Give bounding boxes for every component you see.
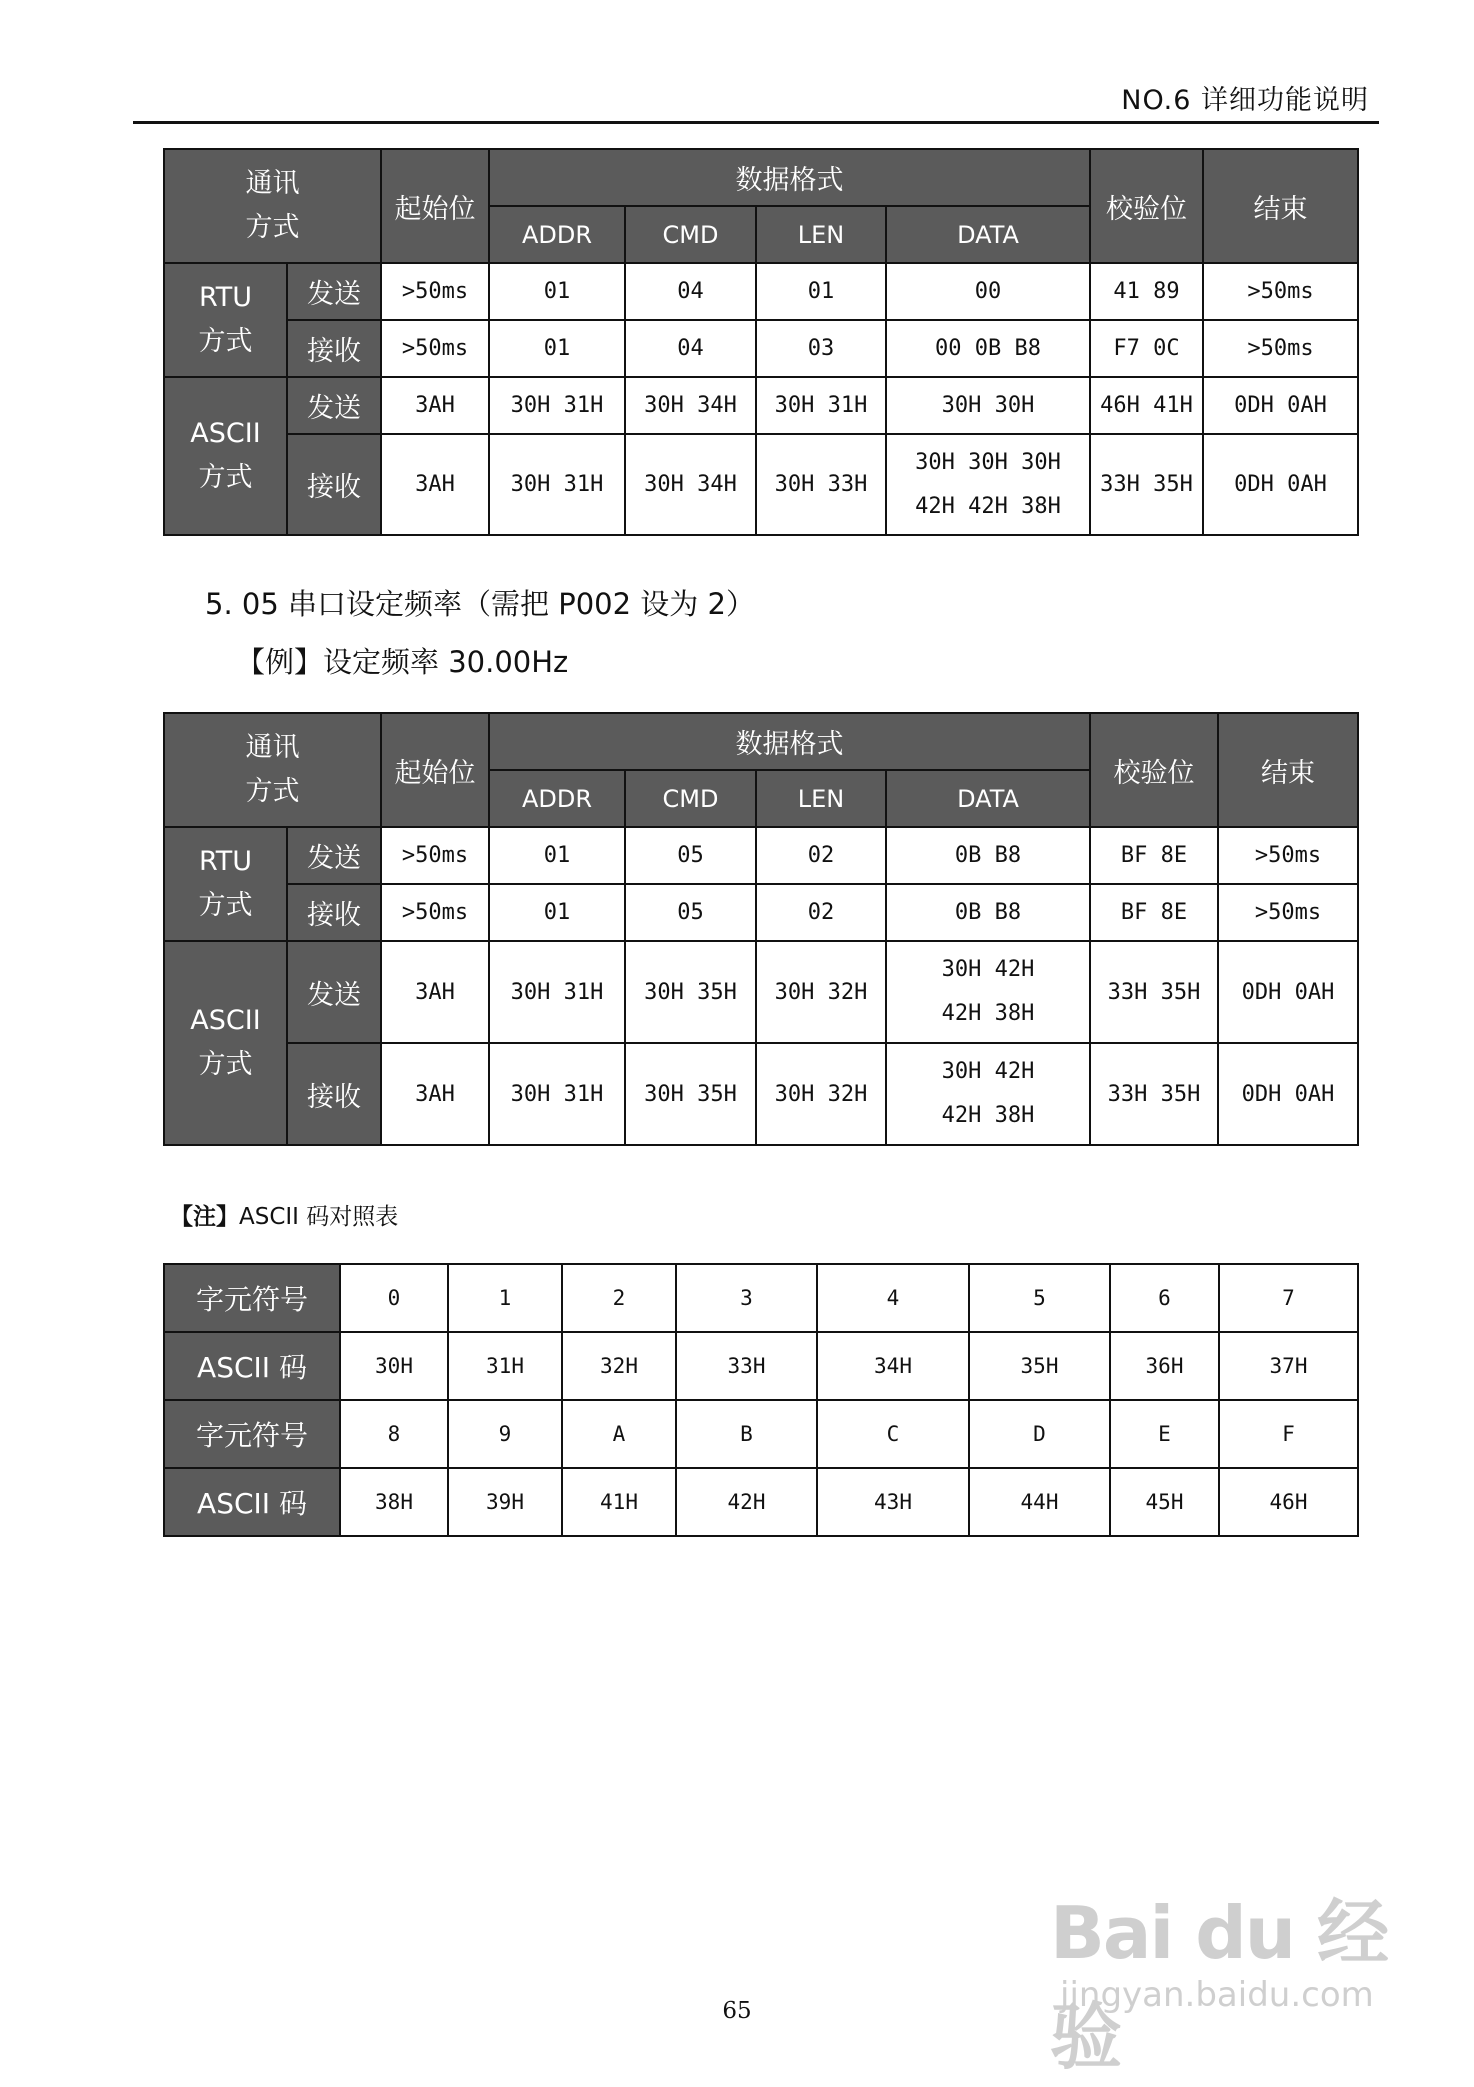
- header-rule: [133, 121, 1379, 124]
- cell-start: >50ms: [381, 263, 489, 320]
- header-addr: ADDR: [489, 770, 625, 827]
- code-cell: 31H: [448, 1332, 562, 1400]
- cell-addr: 30H 31H: [489, 434, 625, 535]
- char-cell: 2: [562, 1264, 676, 1332]
- ascii-row-codes-2: [164, 1468, 1358, 1536]
- code-cell: 32H: [562, 1332, 676, 1400]
- char-cell: E: [1110, 1400, 1219, 1468]
- page-number: 65: [722, 1998, 752, 2024]
- page-header-title: NO.6 详细功能说明: [1121, 85, 1369, 116]
- cell-addr: 30H 31H: [489, 941, 625, 1043]
- cell-check: F7 0C: [1090, 320, 1203, 377]
- code-cell: 41H: [562, 1468, 676, 1536]
- header-mode: 通讯 方式: [164, 713, 381, 827]
- note-title: [170, 1198, 398, 1231]
- cell-cmd: 04: [625, 320, 756, 377]
- cell-check: 33H 35H: [1090, 1043, 1218, 1145]
- cell-end: 0DH 0AH: [1203, 377, 1358, 434]
- char-cell: 4: [817, 1264, 969, 1332]
- char-cell: 7: [1219, 1264, 1358, 1332]
- cell-len: 30H 32H: [756, 1043, 886, 1145]
- cell-len: 30H 31H: [756, 377, 886, 434]
- code-cell: 43H: [817, 1468, 969, 1536]
- cell-cmd: 30H 35H: [625, 941, 756, 1043]
- header-check-bit: 校验位: [1090, 149, 1203, 263]
- table-row: [164, 320, 1358, 377]
- table-row: [164, 941, 1358, 1043]
- protocol-table-04: [163, 148, 1359, 536]
- ascii-lookup-table: [163, 1263, 1359, 1537]
- header-data: DATA: [886, 770, 1090, 827]
- cell-check: BF 8E: [1090, 827, 1218, 884]
- row-dir-send: 发送: [287, 263, 381, 320]
- header-cmd: CMD: [625, 206, 756, 263]
- char-cell: 1: [448, 1264, 562, 1332]
- char-cell: 3: [676, 1264, 817, 1332]
- cell-check: 41 89: [1090, 263, 1203, 320]
- char-cell: B: [676, 1400, 817, 1468]
- row-label-char: 字元符号: [164, 1400, 340, 1468]
- cell-data: 0B B8: [886, 884, 1090, 941]
- code-cell: 42H: [676, 1468, 817, 1536]
- header-start-bit: 起始位: [381, 713, 489, 827]
- row-dir-recv: 接收: [287, 434, 381, 535]
- row-label-char: 字元符号: [164, 1264, 340, 1332]
- cell-cmd: 30H 34H: [625, 434, 756, 535]
- cell-end: >50ms: [1203, 263, 1358, 320]
- row-dir-send: 发送: [287, 377, 381, 434]
- cell-cmd: 05: [625, 884, 756, 941]
- cell-len: 03: [756, 320, 886, 377]
- cell-end: >50ms: [1218, 884, 1358, 941]
- ascii-row-codes-1: [164, 1332, 1358, 1400]
- char-cell: D: [969, 1400, 1110, 1468]
- section-example: 【例】设定频率 30.00Hz: [236, 645, 569, 679]
- watermark-url: jingyan.baidu.com: [1060, 1975, 1374, 2015]
- header-data-format: 数据格式: [489, 149, 1090, 206]
- header-mode: 通讯 方式: [164, 149, 381, 263]
- header-data: DATA: [886, 206, 1090, 263]
- code-cell: 39H: [448, 1468, 562, 1536]
- code-cell: 38H: [340, 1468, 448, 1536]
- row-label-code: ASCII 码: [164, 1332, 340, 1400]
- cell-cmd: 30H 34H: [625, 377, 756, 434]
- row-dir-recv: 接收: [287, 1043, 381, 1145]
- cell-addr: 30H 31H: [489, 377, 625, 434]
- char-cell: 5: [969, 1264, 1110, 1332]
- table-row: [164, 884, 1358, 941]
- header-start-bit: 起始位: [381, 149, 489, 263]
- header-len: LEN: [756, 770, 886, 827]
- code-cell: 30H: [340, 1332, 448, 1400]
- header-cmd: CMD: [625, 770, 756, 827]
- code-cell: 44H: [969, 1468, 1110, 1536]
- cell-addr: 30H 31H: [489, 1043, 625, 1145]
- cell-data: 30H 42H 42H 38H: [886, 941, 1090, 1043]
- table-row: [164, 827, 1358, 884]
- cell-len: 01: [756, 263, 886, 320]
- cell-addr: 01: [489, 320, 625, 377]
- cell-addr: 01: [489, 884, 625, 941]
- char-cell: 9: [448, 1400, 562, 1468]
- row-dir-recv: 接收: [287, 320, 381, 377]
- cell-cmd: 04: [625, 263, 756, 320]
- cell-cmd: 30H 35H: [625, 1043, 756, 1145]
- row-label-rtu: RTU 方式: [164, 263, 287, 377]
- cell-len: 02: [756, 827, 886, 884]
- cell-start: 3AH: [381, 1043, 489, 1145]
- table-row: [164, 434, 1358, 535]
- protocol-table-05: [163, 712, 1359, 1146]
- code-cell: 37H: [1219, 1332, 1358, 1400]
- cell-addr: 01: [489, 263, 625, 320]
- row-dir-recv: 接收: [287, 884, 381, 941]
- table-row: [164, 263, 1358, 320]
- note-bracket: 【注】: [170, 1204, 239, 1230]
- row-label-rtu: RTU 方式: [164, 827, 287, 941]
- header-addr: ADDR: [489, 206, 625, 263]
- char-cell: 8: [340, 1400, 448, 1468]
- watermark-brand: Bai du 经验: [1050, 1891, 1388, 2079]
- char-cell: 6: [1110, 1264, 1219, 1332]
- code-cell: 45H: [1110, 1468, 1219, 1536]
- cell-end: 0DH 0AH: [1218, 1043, 1358, 1145]
- header-len: LEN: [756, 206, 886, 263]
- cell-start: >50ms: [381, 320, 489, 377]
- cell-data: 30H 30H: [886, 377, 1090, 434]
- ascii-row-chars-2: [164, 1400, 1358, 1468]
- cell-len: 30H 33H: [756, 434, 886, 535]
- table-row: [164, 377, 1358, 434]
- header-end: 结束: [1218, 713, 1358, 827]
- baidu-watermark: [1050, 1875, 1390, 2079]
- cell-start: 3AH: [381, 377, 489, 434]
- char-cell: 0: [340, 1264, 448, 1332]
- code-cell: 35H: [969, 1332, 1110, 1400]
- cell-cmd: 05: [625, 827, 756, 884]
- row-label-ascii: ASCII 方式: [164, 377, 287, 535]
- cell-len: 02: [756, 884, 886, 941]
- cell-check: 33H 35H: [1090, 941, 1218, 1043]
- cell-check: BF 8E: [1090, 884, 1218, 941]
- cell-check: 46H 41H: [1090, 377, 1203, 434]
- row-dir-send: 发送: [287, 827, 381, 884]
- cell-start: >50ms: [381, 827, 489, 884]
- row-label-ascii: ASCII 方式: [164, 941, 287, 1145]
- char-cell: C: [817, 1400, 969, 1468]
- cell-data: 00: [886, 263, 1090, 320]
- table-row: [164, 1043, 1358, 1145]
- cell-end: 0DH 0AH: [1203, 434, 1358, 535]
- note-text: ASCII 码对照表: [239, 1204, 399, 1230]
- char-cell: F: [1219, 1400, 1358, 1468]
- header-check-bit: 校验位: [1090, 713, 1218, 827]
- cell-data: 30H 30H 30H 42H 42H 38H: [886, 434, 1090, 535]
- code-cell: 34H: [817, 1332, 969, 1400]
- cell-len: 30H 32H: [756, 941, 886, 1043]
- cell-check: 33H 35H: [1090, 434, 1203, 535]
- cell-end: >50ms: [1218, 827, 1358, 884]
- cell-data: 30H 42H 42H 38H: [886, 1043, 1090, 1145]
- header-data-format: 数据格式: [489, 713, 1090, 770]
- section-title: 5. 05 串口设定频率（需把 P002 设为 2）: [205, 587, 755, 621]
- cell-addr: 01: [489, 827, 625, 884]
- cell-start: >50ms: [381, 884, 489, 941]
- char-cell: A: [562, 1400, 676, 1468]
- cell-data: 00 0B B8: [886, 320, 1090, 377]
- cell-start: 3AH: [381, 434, 489, 535]
- header-end: 结束: [1203, 149, 1358, 263]
- code-cell: 33H: [676, 1332, 817, 1400]
- cell-end: 0DH 0AH: [1218, 941, 1358, 1043]
- row-dir-send: 发送: [287, 941, 381, 1043]
- code-cell: 46H: [1219, 1468, 1358, 1536]
- code-cell: 36H: [1110, 1332, 1219, 1400]
- ascii-row-chars-1: [164, 1264, 1358, 1332]
- cell-start: 3AH: [381, 941, 489, 1043]
- row-label-code: ASCII 码: [164, 1468, 340, 1536]
- cell-end: >50ms: [1203, 320, 1358, 377]
- cell-data: 0B B8: [886, 827, 1090, 884]
